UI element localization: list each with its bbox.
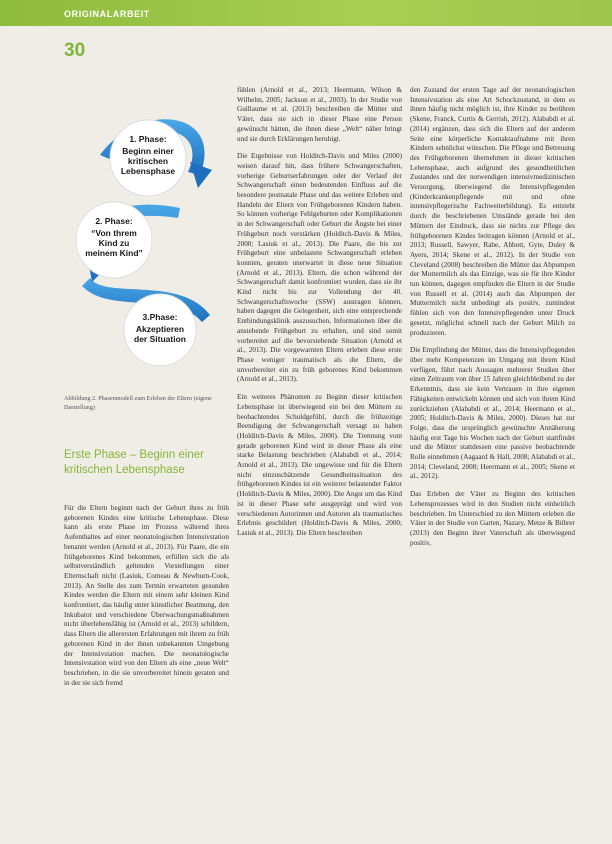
paragraph: fühlen (Arnold et al., 2013; Heermann, Wilson & Wilhelm, 2005; Jackson et al., 2003). In der Studie von Guillaume et al. (2013) beschreiben die Mütter und Väter, dass sie sich in dieser Phase eine Person gewünscht hätten, die ihnen diese „Welt“ näher bringt und sie durch Erklärungen beruhigt. bbox=[237, 86, 402, 143]
phase-2-line: meinem Kind” bbox=[85, 248, 143, 258]
phase-3-line: 3.Phase: bbox=[142, 312, 178, 322]
paragraph: Ein weiteres Phänomen zu Beginn dieser kritischen Lebensphase ist überwiegend ein bei den Müttern zu beobachtendes Schuldgefühl, durch die frühzeitige Beendigung der Schwangerschaft versagt zu haben (Holditch-Davis & Miles, 2000). Die Trennung vom gerade geborenen Kind wird in dieser Phase als eine starke Belastung beschrieben (Alababdi et al., 2014; Arnold et al., 2013). Die ungewisse und für die Eltern nicht einzuschätzende Gesundheitssituation des frühgeborenen Kindes ist ein weiterer belastender Faktor (Holditch-Davis & Miles, 2000). Die Angst um das Kind ist in dieser Phase sehr ausgeprägt und wird von verschiedenen Autorinnen und Autoren als traumatisches Erlebnis geschildert (Holditch-Davis & Miles, 2000; Lasiuk et al., 2013). Die Eltern beschreiben bbox=[237, 393, 402, 537]
text-column-3 bbox=[410, 86, 575, 556]
text-column-1 bbox=[64, 504, 229, 696]
phase-2-line: “Von threm bbox=[91, 228, 137, 238]
paragraph: Die Empfindung der Mütter, dass die Intensivpflegenden über mehr Kompetenzen im Umgang mit ihrem Kind verfügen, führt nach Aussagen mehrerer Studien über einen Zeitraum von über 15 Jahren gleichbleibend zu der Erkenntnis, dass sie kein Vertrauen in ihre eigenen Fähigkeiten entwickeln können und sich von ihrem Kind zurückziehen (Alababdi et al., 2014; Heermann et al., 2005; Holditch-Davis & Miles, 2000). Dieses hat zur Folge, dass die ursprünglich gewünschte Annäherung häufig erst Tage bis Wochen nach der Geburt stattfindet und die Mütter stattdessen eine passive beobachtende Rolle einnehmen (Aagaard & Hall, 2008; Alababdi et al., 2014; Cleveland, 2008; Heermann et al., 2005; Skene et al., 2012). bbox=[410, 346, 575, 481]
figure-caption: Abbildung 2. Phasenmodell zum Erleben der Eltern (eigene Darstellung) bbox=[64, 395, 212, 411]
paragraph: Die Ergebnisse von Holditch-Davis und Miles (2000) weisen darauf hin, dass frühere Schwangerschaften, vorherige Geburtserfahrungen oder der Verlauf der Schwangerschaft einen bedeutenden Einfluss auf die besondere postnatale Phase und das weitere Erleben und Handeln der Eltern von Frühgeborenen Kindern haben. So können vorherige Fehlgeburten oder Komplikationen in der Schwangerschaft oder Geburt die Ängste bei einer Frühgeburt noch verstärken (Holditch-Davis & Miles, 2000; Lasiuk et al., 2013). Die Paare, die bis zur Frühgeburt eine unbelastete Schwangerschaft erleben konnten, geraten unerwartet in diese neue Situation (Arnold et al., 2013). Eltern, die schon während der Schwangerschaft damit konfrontiert wurden, dass sie ihr Kind nicht bis zur Vollendung der 40. Schwangerschaftswoche (SSW) austragen können, haben dagegen die Gelegenheit, sich eine entsprechende Entbindungsklinik auszusuchen, Informationen über die anstehende Frühgeburt zu erhalten, und sind somit vorbereitet auf die bevorstehende Situation (Arnold et al., 2013). Die vorgewarnten Eltern erleben diese erste Phase weniger traumatisch als die Eltern, die unvorbereitet ein zu früh geborenes Kind bekommen (Arnold et al., 2013). bbox=[237, 152, 402, 384]
phase-1-line: 1. Phase: bbox=[129, 134, 167, 144]
text-column-2 bbox=[237, 86, 402, 547]
phase-1-line: Lebensphase bbox=[120, 166, 176, 176]
paragraph: den Zustand der ersten Tage auf der neonatologischen Intensivstation als eine Art Schockzustand, in dem es ihnen häufig nicht möglich ist, ihre Kinder zu berühren (Skene, Franck, Curtis & Gerrish, 2012). Alababdi et al. (2014) ergänzen, dass sich die Eltern auf der anderen Seite eine körperliche Kontaktaufnahme mit ihren Kindern sehnlichst wünschen. Die Pflege und Betreuung des Frühgeborenen übernehmen in dieser kritischen Lebensphase, auch aufgrund des gesundheitlichen Zustandes und der notwendigen intensivmedizinischen Versorgung, überwiegend die Intensivpflegenden (Kinderkrankenpflegende mit und ohne intensivpflegerische Fachweiterbildung). Es entsteht durch die beschriebenen Umstände gerade bei den Müttern der Eindruck, dass sie nichts zur Pflege des frühgeborenen Kindes beitragen können (Arnold et al., 2013; Russell, Sawyer, Rabe, Abbott, Gyte, Duley & Ayers, 2014; Skene et al., 2012). In der Studie von Cleveland (2008) beschreiben die Mütter das Abpumpen der Muttermilch als das Einzige, was sie für ihre Kinder tun können, dagegen empfinden die Eltern in der Studie von Russell et al. (2014) auch das Abpumpen der Muttermilch nicht unbedingt als positiv, zumindest fühlen sich von den Intensivpflegenden unter Druck gesetzt, möglichst schnell nach der Geburt Milch zu produzieren. bbox=[410, 86, 575, 337]
paragraph: Das Erleben der Väter zu Beginn des kritischen Lebensprozesses wird in den Studien nicht einheitlich beschrieben. Im Unterschied zu den Müttern erleben die Väter in der Studie von Garten, Nazary, Metze & Bührer (2013) den Beginn ihrer Vaterschaft als überwiegend positiv, bbox=[410, 490, 575, 547]
paragraph: Für die Eltern beginnt nach der Geburt ihres zu früh geborenen Kindes eine kritische Lebensphase. Diese kann als erste Phase im Prozess während ihres Aufenthaltes auf einer neonatologischen Intensivstation benannt werden (Arnold et al., 2013). Für Paare, die ein frühgeborenes Kind bekommen, erfüllen sich die als selbstverständlich geltenden Vorstellungen einer Elternschaft nicht (Lasiuk, Comeau & Newburn-Cook, 2013). An Stelle des zum Termin erwarteten gesunden Kindes werden die Eltern mit einem sehr kleinen Kind konfrontiert, das häufig unter künstlicher Beatmung, den Inkubator und verschiedene Überwachungsmaßnahmen nicht überlebensfähig ist (Arnold et al., 2013) schildern, dass Eltern die allerersten Erfahrungen mit ihrem zu früh geborenen Kind in der ihnen unbekannten Umgebung der Intensivstation machen. Die neonatologische Intensivstation wird von den Eltern als eine „neue Welt“ beschrieben, in die sie unvorbereitet hinein geraten und in der sie sich fremd bbox=[64, 504, 229, 687]
phase-2-line: 2. Phase: bbox=[95, 216, 133, 226]
section-label: ORIGINALARBEIT bbox=[64, 9, 150, 19]
phase-3-line: der Situation bbox=[134, 334, 186, 344]
section-heading: Erste Phase – Beginn einer kritischen Lebensphase bbox=[64, 449, 205, 476]
phase-2-line: Kind zu bbox=[98, 238, 130, 248]
phase-3-line: Akzeptieren bbox=[135, 324, 185, 334]
phase-1-line: kritischen bbox=[127, 156, 169, 166]
page-number: 30 bbox=[64, 40, 86, 61]
phase-model-diagram bbox=[60, 100, 230, 390]
phase-1-line: Beginn einer bbox=[122, 146, 174, 156]
